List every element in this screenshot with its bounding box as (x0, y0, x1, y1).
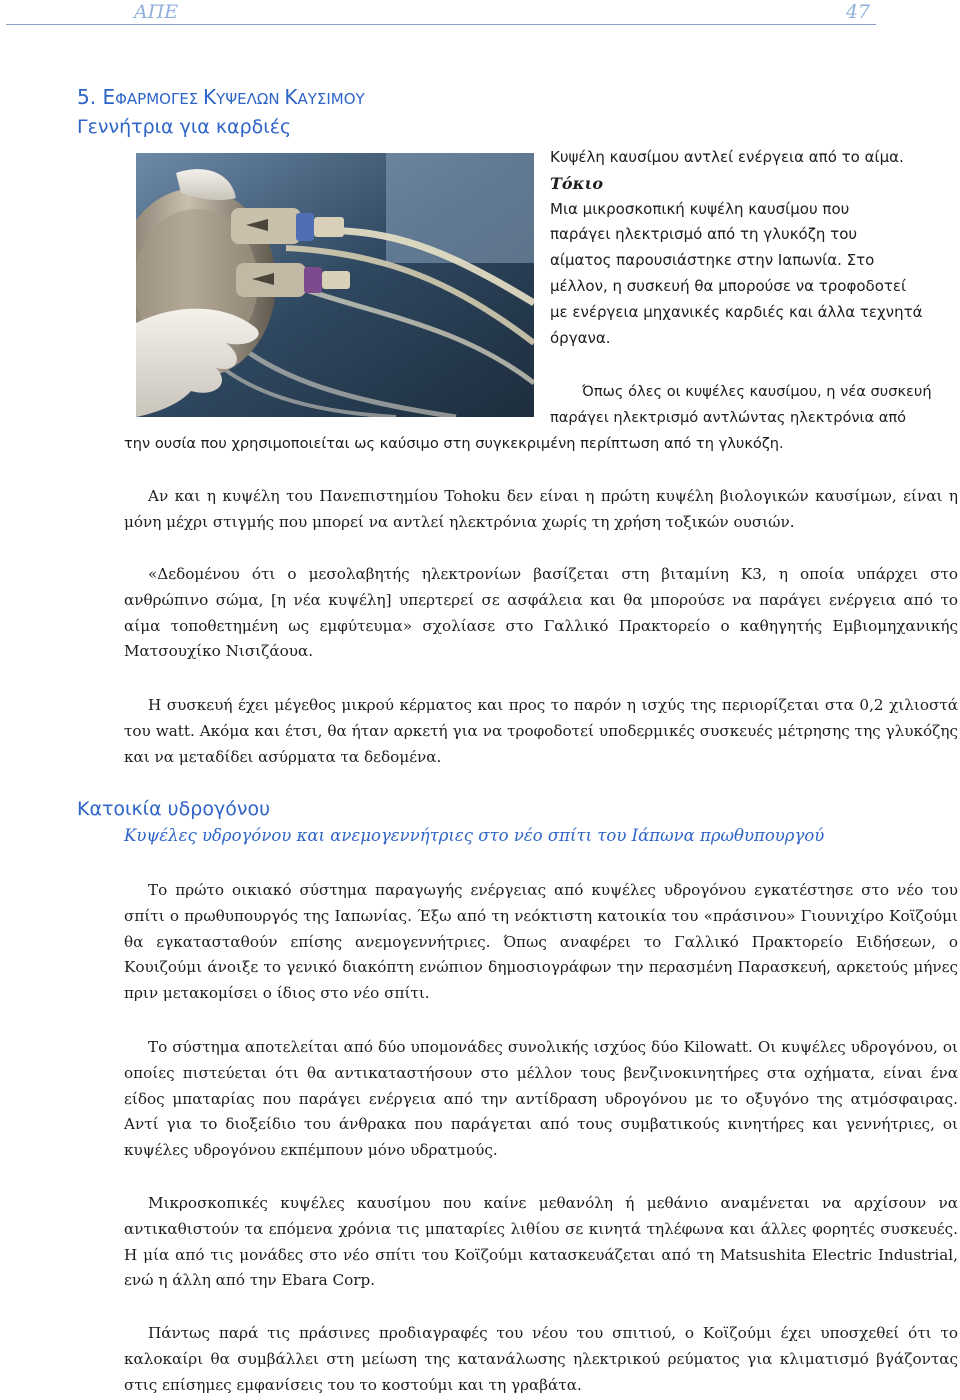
caption-title: Κυψέλη καυσίμου αντλεί ενέργεια από το αίμα. (550, 148, 904, 166)
paragraph-system-units: Το σύστημα αποτελείται από δύο υπομονάδες συνολικής ισχύος δύο Kilowatt. Οι κυψέλες υδρογόνου, οι οποίες πιστεύεται ότι θα αντικαταστήσουν στο μέλλον τους βενζινοκινητήρες στα οχήματα, είναι ένα είδος μπαταρίας που παράγει ενέργεια από την αντίδραση υδρογόνου με το οξυγόνο της ατμόσφαιρας. Αντί για το διοξείδιο του άνθρακα που παράγεται από τους συμβατικούς κινητήρες και γεννήτριες, οι κυψέλες υδρογόνου εκπέμπουν μόνο υδρατμούς. (124, 1038, 958, 1160)
page-header (6, 0, 876, 25)
paragraph-device-size: Η συσκευή έχει μέγεθος μικρού κέρματος και προς το παρόν η ισχύς της περιορίζεται στα 0,2 χιλιοστά του watt. Ακόμα και έτσι, θα ήταν αρκετή για να τροφοδοτεί υποδερμικές συσκευές μέτρησης της γλυκόζης και να μεταδίδει ασύρματα τα δεδομένα. (124, 696, 958, 766)
page-number: 47 (845, 1, 870, 23)
photo-illustration (136, 153, 534, 417)
caption-line: αίματος παρουσιάστηκε στην Ιαπωνία. Στο (550, 251, 875, 270)
section-heading: 5. ΕΦΑΡΜΟΓΕΣ ΚΥΨΕΛΩΝ ΚΑΥΣΙΜΟΥ (77, 85, 365, 109)
paragraph-green-specs: Πάντως παρά τις πράσινες προδιαγραφές του νέου του σπιτιού, ο Κοϊζούμι έχει υποσχεθεί ότι το καλοκαίρι θα συμβάλλει στη μείωση της κατανάλωσης ηλεκτρικού ρεύματος για κλιματισμό βγάζοντας στις επίσημες εμφανίσεις του το κοστούμι και τη γραβάτα. (124, 1324, 958, 1394)
paragraph-tohoku: Αν και η κυψέλη του Πανεπιστημίου Tohoku δεν είναι η πρώτη κυψέλη βιολογικών καυσίμων, είναι η μόνη μέχρι στιγμής που μπορεί να αντλεί ηλεκτρόνια χωρίς τη χρήση τοξικών ουσιών. (124, 487, 958, 531)
wrap-line-2: παράγει ηλεκτρισμό αντλώντας ηλεκτρόνια από (550, 409, 907, 426)
subsection-title-hydrogen-house: Κατοικία υδρογόνου (77, 798, 271, 820)
caption-city: Τόκιο (550, 173, 603, 193)
header-title: ΑΠΕ (134, 1, 179, 23)
wrap-line-3: την ουσία που χρησιμοποιείται ως καύσιμο στη συγκεκριμένη περίπτωση από τη γλυκόζη. (124, 435, 784, 452)
wrap-line-1: Όπως όλες οι κυψέλες καυσίμου, η νέα συσκευή (582, 383, 932, 400)
caption-line: με ενέργεια μηχανικές καρδιές και άλλα τεχνητά (550, 302, 923, 321)
paragraph-first-system: Το πρώτο οικιακό σύστημα παραγωγής ενέργειας από κυψέλες υδρογόνου εγκατέστησε στο νέο του σπίτι ο πρωθυπουργός της Ιαπωνίας. Έξω από τη νεόκτιστη κατοικία του «πράσινου» Γιουνιχίρο Κοϊζούμι θα εγκατασταθούν επίσης ανεμογεννήτριες. Όπως αναφέρει το Γαλλικό Πρακτορείο Ειδήσεων, ο Κουιζούμι άνοιξε το γενικό διακόπτη ενώπιον δημοσιογράφων την περασμένη Παρασκευή, αρκετούς μήνες πριν μετακομίσει ο ίδιος στο νέο σπίτι. (124, 881, 958, 1003)
subsection-title-heart-generator: Γεννήτρια για καρδιές (77, 116, 292, 138)
subsection-subtitle: Κυψέλες υδρογόνου και ανεμογεννήτριες στο νέο σπίτι του Ιάπωνα πρωθυπουργού (124, 826, 825, 845)
caption-line: μέλλον, η συσκευή θα μπορούσε να τροφοδοτεί (550, 276, 907, 295)
paragraph-quote: «Δεδομένου ότι ο μεσολαβητής ηλεκτρονίων βασίζεται στη βιταμίνη K3, η οποία υπάρχει στο ανθρώπινο σώμα, [η νέα κυψέλη] υπερτερεί σε ασφάλεια και θα μπορούσε να παράγει ενέργεια από το αίμα τοποθετημένη ως εμφύτευμα» σχολίασε στο Γαλλικό Πρακτορείο ο καθηγητής Εμβιομηχανικής Ματσουχίκο Νισιζάουα. (124, 565, 958, 661)
fuel-cell-photo (136, 153, 534, 417)
photo-caption (550, 145, 960, 351)
caption-line: όργανα. (550, 328, 611, 347)
caption-line: παράγει ηλεκτρισμό από τη γλυκόζη του (550, 225, 858, 244)
caption-line: Μια μικροσκοπική κυψέλη καυσίμου που (550, 199, 850, 218)
paragraph-micro-cells: Μικροσκοπικές κυψέλες καυσίμου που καίνε μεθανόλη ή μεθάνιο αναμένεται να αρχίσουν να αντικαθιστούν τα επόμενα χρόνια τις μπαταρίες λιθίου σε κινητά τηλέφωνα και άλλες φορητές συσκευές. Η μία από τις μονάδες στο νέο σπίτι του Κοϊζούμι κατασκευάζεται από τη Matsushita Electric Industrial, ενώ η άλλη από την Ebara Corp. (124, 1194, 958, 1290)
